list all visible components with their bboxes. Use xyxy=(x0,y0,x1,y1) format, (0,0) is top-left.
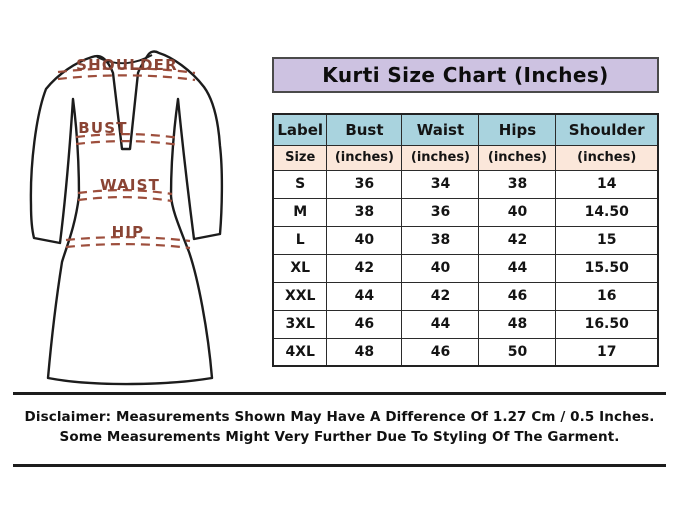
table-row-3xl xyxy=(273,310,658,338)
table-row-m xyxy=(273,198,658,226)
waist-cell: 36 xyxy=(402,198,479,226)
hips-cell: 38 xyxy=(479,170,556,198)
size-cell: XL xyxy=(273,254,327,282)
size-cell: 4XL xyxy=(273,338,327,366)
bust-cell: 46 xyxy=(327,310,402,338)
table-row-xl xyxy=(273,254,658,282)
hips-cell: 50 xyxy=(479,338,556,366)
table-subheader-row xyxy=(273,145,658,170)
waist-cell: 44 xyxy=(402,310,479,338)
hips-cell: 46 xyxy=(479,282,556,310)
chart-title: Kurti Size Chart (Inches) xyxy=(322,63,609,87)
waist-cell: 38 xyxy=(402,226,479,254)
kurti-label-bust: BUST xyxy=(78,119,128,137)
divider-line-bottom xyxy=(13,464,666,467)
divider-line-top xyxy=(13,392,666,395)
header-bust: Bust xyxy=(327,114,402,145)
bust-cell: 36 xyxy=(327,170,402,198)
header-hips: Hips xyxy=(479,114,556,145)
size-cell: M xyxy=(273,198,327,226)
bust-cell: 42 xyxy=(327,254,402,282)
hips-cell: 42 xyxy=(479,226,556,254)
waist-cell: 42 xyxy=(402,282,479,310)
shoulder-cell: 16.50 xyxy=(556,310,658,338)
shoulder-cell: 15 xyxy=(556,226,658,254)
table-row-xxl xyxy=(273,282,658,310)
header-waist: Waist xyxy=(402,114,479,145)
subheader-unit: (inches) xyxy=(402,145,479,170)
table-header-row xyxy=(273,114,658,145)
header-label: Label xyxy=(273,114,327,145)
table-row-l xyxy=(273,226,658,254)
size-cell: S xyxy=(273,170,327,198)
subheader-unit: (inches) xyxy=(556,145,658,170)
subheader-unit: (inches) xyxy=(479,145,556,170)
subheader-unit: (inches) xyxy=(327,145,402,170)
shoulder-cell: 16 xyxy=(556,282,658,310)
size-cell: 3XL xyxy=(273,310,327,338)
disclaimer xyxy=(0,407,679,447)
kurti-measurement-diagram xyxy=(15,42,265,390)
size-table xyxy=(272,113,659,367)
kurti-outline xyxy=(31,52,222,385)
shoulder-cell: 14 xyxy=(556,170,658,198)
disclaimer-line-2: Some Measurements Might Very Further Due To Styling Of The Garment. xyxy=(59,429,620,445)
chart-title-bar xyxy=(272,57,659,93)
subheader-size: Size xyxy=(273,145,327,170)
table-row-4xl xyxy=(273,338,658,366)
kurti-label-hip: HIP xyxy=(111,223,145,241)
shoulder-cell: 17 xyxy=(556,338,658,366)
bust-cell: 48 xyxy=(327,338,402,366)
table-row-s xyxy=(273,170,658,198)
hips-cell: 40 xyxy=(479,198,556,226)
hips-cell: 48 xyxy=(479,310,556,338)
shoulder-cell: 14.50 xyxy=(556,198,658,226)
waist-cell: 40 xyxy=(402,254,479,282)
kurti-label-waist: WAIST xyxy=(99,176,161,194)
hips-cell: 44 xyxy=(479,254,556,282)
kurti-label-shoulder: SHOULDER xyxy=(76,56,178,74)
disclaimer-line-1: Disclaimer: Measurements Shown May Have A Difference Of 1.27 Cm / 0.5 Inches. xyxy=(24,409,655,425)
kurti-line-drawing xyxy=(15,42,265,390)
bust-cell: 44 xyxy=(327,282,402,310)
waist-cell: 46 xyxy=(402,338,479,366)
shoulder-cell: 15.50 xyxy=(556,254,658,282)
bust-cell: 40 xyxy=(327,226,402,254)
header-shoulder: Shoulder xyxy=(556,114,658,145)
waist-cell: 34 xyxy=(402,170,479,198)
size-cell: XXL xyxy=(273,282,327,310)
size-cell: L xyxy=(273,226,327,254)
bust-cell: 38 xyxy=(327,198,402,226)
